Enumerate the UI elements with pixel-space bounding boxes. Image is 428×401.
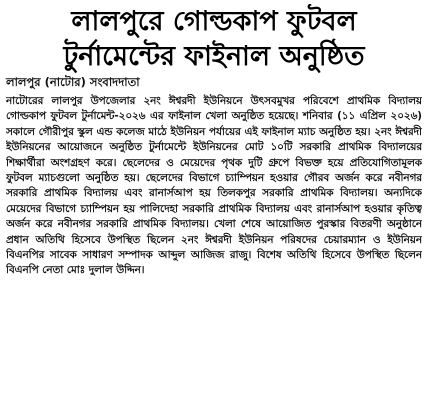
dateline: লালপুর (নাটোর) সংবাদদাতা [6,75,140,89]
headline-line-2: টুর্নামেন্টের ফাইনাল অনুষ্ঠিত [63,41,365,72]
headline [6,4,422,74]
headline-line-1: লালপুরে গোল্ডকাপ ফুটবল [71,6,357,37]
article-body: নাটোরের লালপুর উপজেলার ২নং ঈশ্বরদী ইউনিয়নে উৎসবমুখর পরিবেশে প্রাথমিক বিদ্যালয় গোল্ডকাপ ফুটবল টুর্নামেন্ট-২০২৬ এর ফাইনাল খেলা অনুষ্ঠিত হয়েছে। শনিবার (১১ এপ্রিল ২০২৬) সকালে গৌরীপুর স্কুল এন্ড কলেজ মাঠে ইউনিয়ন পর্যায়ের এই ফাইনাল ম্যাচ অনুষ্ঠিত হয়। ২নং ঈশ্বরদী ইউনিয়নের আয়োজনে অনুষ্ঠিত টুর্নামেন্টে ইউনিয়নের মোট ১০টি সরকারি প্রাথমিক বিদ্যালয়ের শিক্ষার্থীরা অংশগ্রহণ করে। ছেলেদের ও মেয়েদের পৃথক দুটি গ্রুপে বিভক্ত হয়ে প্রতিযোগিতামূলক ফুটবল ম্যাচগুলো অনুষ্ঠিত হয়। ছেলেদের বিভাগে চ্যাম্পিয়ন হওয়ার গৌরব অর্জন করে নবীনগর সরকারি প্রাথমিক বিদ্যালয় এবং রানার্সআপ হয় তিলকপুর সরকারি প্রাথমিক বিদ্যালয়। অন্যদিকে মেয়েদের বিভাগে চ্যাম্পিয়ন হয় পালিদেহা সরকারি প্রাথমিক বিদ্যালয় এবং রানার্সআপ হওয়ার কৃতিত্ব অর্জন করে নবীনগর সরকারি প্রাথমিক বিদ্যালয়। খেলা শেষে আয়োজিত পুরস্কার বিতরণী অনুষ্ঠানে প্রধান অতিথি হিসেবে উপস্থিত ছিলেন ২নং ঈশ্বরদী ইউনিয়ন পরিষদের চেয়ারম্যান ও ইউনিয়ন বিএনপির সাবেক সাধারণ সম্পাদক আব্দুল আজিজ রাজু। বিশেষ অতিথি হিসেবে উপস্থিত ছিলেন বিএনপি নেতা মোঃ দুলাল উদ্দিন। [6,95,422,277]
